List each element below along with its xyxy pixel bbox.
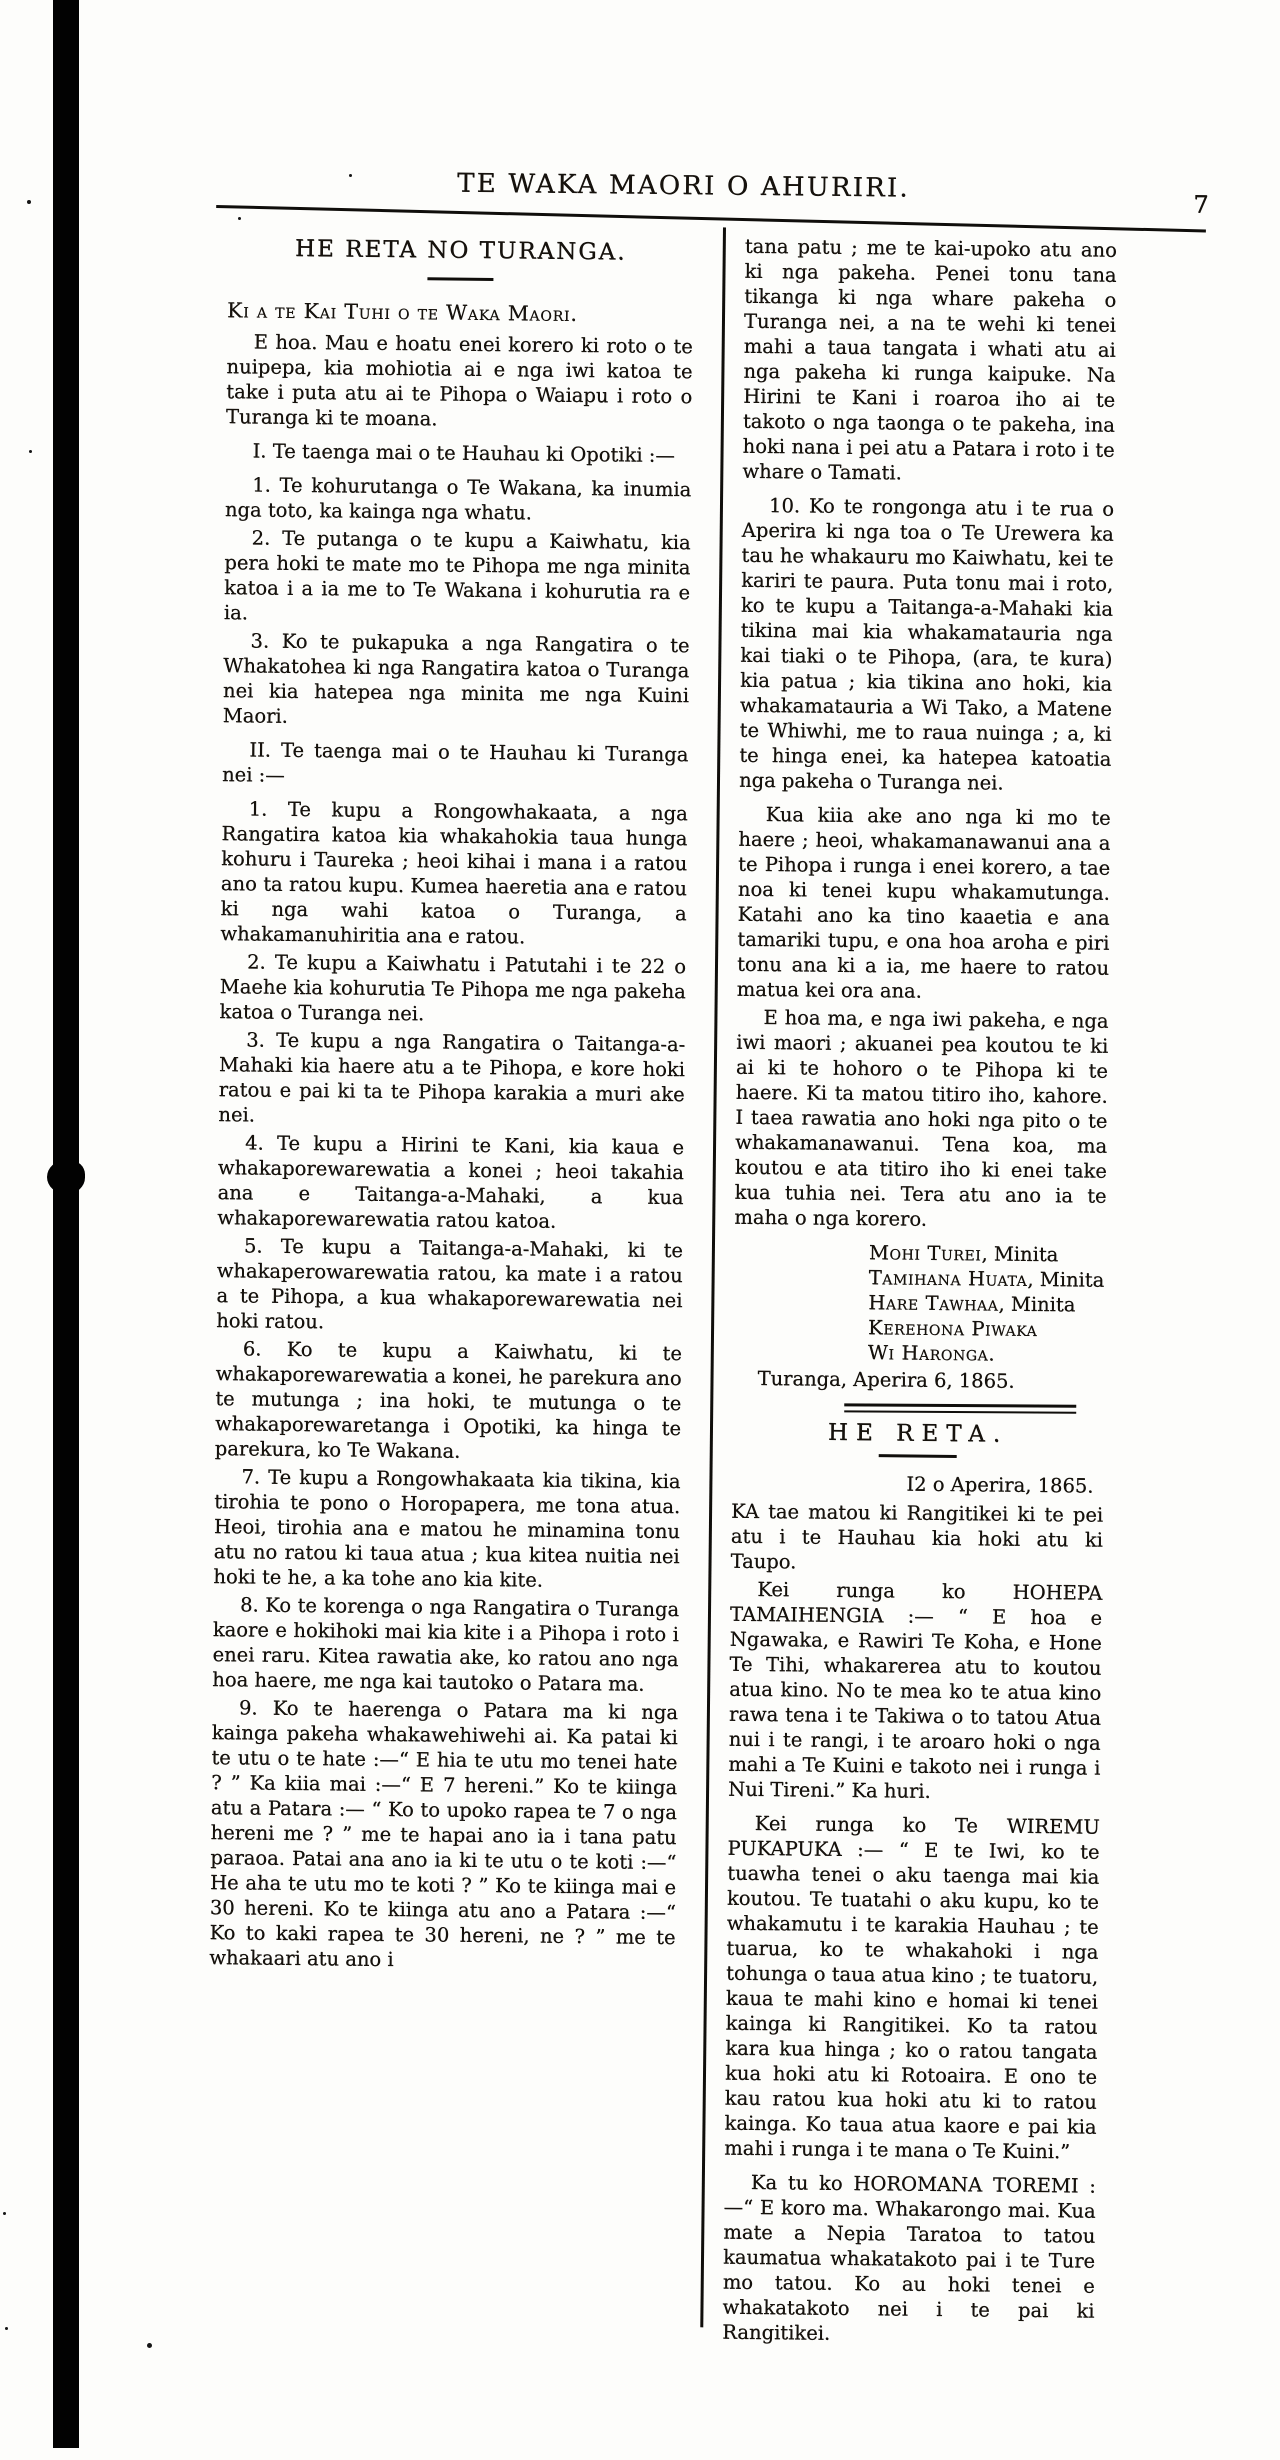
letter-one-heading: HE RETA NO TURANGA. (228, 236, 694, 266)
column-divider-rule (700, 227, 725, 2327)
right-column-paragraphs (734, 234, 1117, 1234)
paragraph: 5. Te kupu a Taitanga-a-Mahaki, ki te whakaperowarewatia ratou, ka mate i a ratou a te Pihopa, a kua whakaporewarewatia nei hoki ratou. (216, 1233, 683, 1338)
signature-line (868, 1290, 1105, 1318)
letter-two-heading: HE RETA. (732, 1420, 1104, 1449)
paragraph: Kei runga ko HOHEPA TAMAIHENGIA :— “ E hoa e Ngawaka, e Rawiri Te Koha, e Hone Te Tihi, whakarerea atu to koutou atua kino. No te mea ko te atua kino rawa tena i te Takiwa o to tatou Atua nui i te rangi, i te aroaro hoki o nga mahi a Te Kuini e takoto nei i runga i Nui Tireni.” Ka huri. (728, 1576, 1102, 1805)
paragraph: E hoa ma, e nga iwi pakeha, e nga iwi maori ; akuanei pea koutou te ki ai ki te hohoro o te Pihopa ki te haere. Ki ta matou titiro iho, kahore. I taea rawatia ano hoki nga pito o te whakamanawanui. Tena koa, ma koutou e ata titiro iho ki enei take kua tuhia nei. Tera atu ano ia te maha o nga korero. (734, 1005, 1108, 1234)
signatory-role: , Minita (998, 1292, 1075, 1316)
paragraph: Kei runga ko Te WIREMU PUKAPUKA :— “ E te Iwi, ko te tuawha tenei o aku taenga mai kia koutou. Te tuatahi o aku kupu, ko te whakamutu i te karakia Hauhau ; te tuarua, ko te whakahoki i nga tohunga o taua atua kino ; te tuatoru, kaua te mahi kino e homai ki tenei kainga ki Rangitikei. Ko ta ratou kara kua hinga ; ko o ratou tangata kua hoki atu ki Rotoaira. E ono te kau ratou kua hoki atu ki to ratou kainga. Ko taua atua kaore e pai kia mahi i runga i te mana o Te Kuini.” (724, 1810, 1100, 2164)
heading-rule (427, 277, 493, 281)
signatory-name: Mohi Turei (869, 1241, 982, 1265)
paragraph: 1. Te kohurutanga o Te Wakana, ka inumia nga toto, ka kainga nga whatu. (225, 472, 692, 527)
paragraph: 9. Ko te haerenga o Patara ma ki nga kainga pakeha whakawehiwehi ai. Ka patai ki te utu o te hate :—“ E hia te utu mo tenei hate ? ” Ka kiia mai :—“ E 7 hereni.” Ko te kiinga atu a Patara :— “ Ko to upoko rapea te 7 o nga hereni me ? ” me te hapai ano ia i tana patu paraoa. Patai ana ano ia ki te utu o te koti :—“ He aha te utu mo te koti ? ” Ko te kiinga mai e 30 hereni. Ko te kiinga atu ano a Patara :—“ Ko to kaki rapea te 30 hereni, ne ? ” me te whakaari atu ano i (209, 1695, 678, 1975)
paragraph: 6. Ko te kupu a Kaiwhatu, ki te whakaporewarewatia a konei, he parekura ano te mutunga ; ina hoki, te mutunga o te whakaporewaretanga i Opotiki, ka hinga te parekura, ko Te Wakana. (215, 1336, 682, 1466)
paragraph: 1. Te kupu a Rongowhakaata, a nga Rangatira katoa kia whakahokia taua hunga kohuru i Taureka ; heoi kihai i mana i a ratou ano ta ratou kupu. Kumea haeretia ana e ratou ki nga wahi katoa o Turanga, a whakamanuhiritia ana e ratou. (220, 796, 688, 951)
signatory-name: Hare Tawhaa (868, 1291, 998, 1315)
right-column (722, 234, 1117, 2351)
signatory-name: Wi Haronga. (868, 1341, 995, 1365)
signatory-role: , Minita (1027, 1268, 1104, 1292)
ink-speck (29, 450, 32, 453)
salutation-line: Ki a te Kai Tuhi o te Waka Maori. (227, 298, 693, 328)
paragraph: 3. Ko te pukapuka a nga Rangatira o te Whakatohea ki nga Rangatira katoa o Turanga nei kia hatepea nga minita me nga Kuini Maori. (223, 628, 690, 733)
signature-line (869, 1265, 1106, 1293)
signature-line (868, 1340, 1105, 1368)
heading-rule (879, 1454, 957, 1457)
paragraph: 3. Te kupu a nga Rangatira o Taitanga-a-Mahaki kia haere atu a te Pihopa, e kore hoki ratou e pai ki ta te Pihopa karakia a muri ake nei. (218, 1027, 685, 1132)
dateline: Turanga, Aperira 6, 1865. (757, 1366, 1104, 1395)
paragraph: II. Te taenga mai o te Hauhau ki Turanga nei :— (222, 737, 689, 792)
ink-speck (349, 174, 352, 177)
paragraph: 2. Te kupu a Kaiwhatu i Patutahi i te 22 o Maehe kia kohurutia Te Pihopa me nga pakeha katoa o Turanga nei. (219, 949, 686, 1029)
ink-speck (3, 2212, 6, 2215)
ink-speck (238, 217, 241, 220)
left-column-paragraphs (209, 329, 693, 1975)
signatory-name: Kerehona Piwaka (868, 1316, 1037, 1341)
section-double-rule (844, 1403, 1076, 1413)
paragraph: KA tae matou ki Rangitikei ki te pei atu i te Hauhau kia hoki atu ki Taupo. (730, 1498, 1103, 1577)
ink-speck (5, 2327, 8, 2330)
paragraph: 8. Ko te korenga o nga Rangatira o Turanga kaore e hokihoki mai kia kite i a Pihopa i roto i enei raru. Kitea rawatia ake, ko ratou ano nga hoa haere, me nga kai tautoko o Patara ma. (212, 1592, 679, 1697)
paragraph: E hoa. Mau e hoatu enei korero ki roto o te nuipepa, kia mohiotia ai e nga iwi katoa te take i puta atu ai te Pihopa o Waiapu i roto o Turanga ki te moana. (226, 329, 693, 434)
paragraph: 4. Te kupu a Hirini te Kani, kia kaua e whakaporewarewatia a konei ; heoi takahia ana e Taitanga-a-Mahaki, a kua whakaporewarewatia ratou katoa. (217, 1130, 684, 1235)
paragraph: 7. Te kupu a Rongowhakaata kia tikina, kia tirohia te pono o Horopapera, me tona atua. Heoi, tirohia ana e matou he minamina tonu atu no ratou ki taua atua ; kua kitea nuitia nei hoki te he, a ka tohe ano kia kite. (213, 1464, 680, 1594)
paragraph: 2. Te putanga o te kupu a Kaiwhatu, kia pera hoki te mate mo te Pihopa me nga minita katoa i a ia me to Te Wakana i kohurutia ra e ia. (224, 525, 691, 630)
paragraph: 10. Ko te rongonga atu i te rua o Aperira ki nga toa o Te Urewera ka tau he whakauru mo Kaiwhatu, kei te kariri te paura. Puta tonu mai i roto, ko te kupu a Taitanga-a-Mahaki kia tikina mai kia whakamatauria nga kai tiaki o te Pihopa, (ara, te kura) kia patua ; kia tikina ano hoki, kia whakamatauria a Wi Tako, a Matene te Whiwhi, me to raua nuinga ; a, ki te hinga enei, ka hatepea katoatia nga pakeha o Turanga nei. (739, 493, 1114, 797)
paragraph: Kua kiia ake ano nga ki mo te haere ; heoi, whakamanawanui ana a te Pihopa i runga i enei korero, a tae noa ki tenei kupu whakamutunga. Katahi ano ka tino kaaetia e ana tamariki tupu, e ona hoa aroha e piri tonu ana ki a ia, me haere to ratou matua kei ora ana. (737, 802, 1111, 1006)
paragraph: I. Te taenga mai o te Hauhau ki Opotiki :— (225, 438, 691, 468)
paragraph: Ka tu ko HOROMANA TOREMI :—“ E koro ma. Whakarongo mai. Kua mate a Nepia Taratoa to tatou kaumatua whakatakoto pai i te Ture mo tatou. Ko au hoki tenei e whakatakoto nei i te pai ki Rangitikei. (722, 2169, 1096, 2348)
signatory-name: Tamihana Huata (869, 1266, 1028, 1291)
page-number: 7 (1193, 191, 1209, 219)
signature-line (868, 1315, 1105, 1343)
letter-two-paragraphs (722, 1498, 1103, 2348)
paragraph: tana patu ; me te kai-upoko atu ano ki nga pakeha. Penei tonu tana tikanga ki nga whare pakeha o Turanga nei, a na te wehi ki tenei mahi a taua tangata i whati atu ai nga pakeha ki runga kaipuke. Na Hirini te Kani i roaroa iho ai te takoto o nga taonga o te pakeha, ina hoki nana i pei atu a Patara i roto i te whare o Tamati. (742, 234, 1117, 488)
letter-two-date: I2 o Aperira, 1865. (731, 1469, 1093, 1498)
ink-speck (27, 200, 31, 204)
signatory-role: , Minita (981, 1242, 1058, 1266)
ink-speck (147, 2343, 152, 2348)
signature-line (869, 1240, 1106, 1268)
signature-block (868, 1240, 1106, 1368)
masthead-title: TE WAKA MAORI O AHURIRI. (228, 166, 1138, 206)
left-column (209, 224, 694, 1978)
